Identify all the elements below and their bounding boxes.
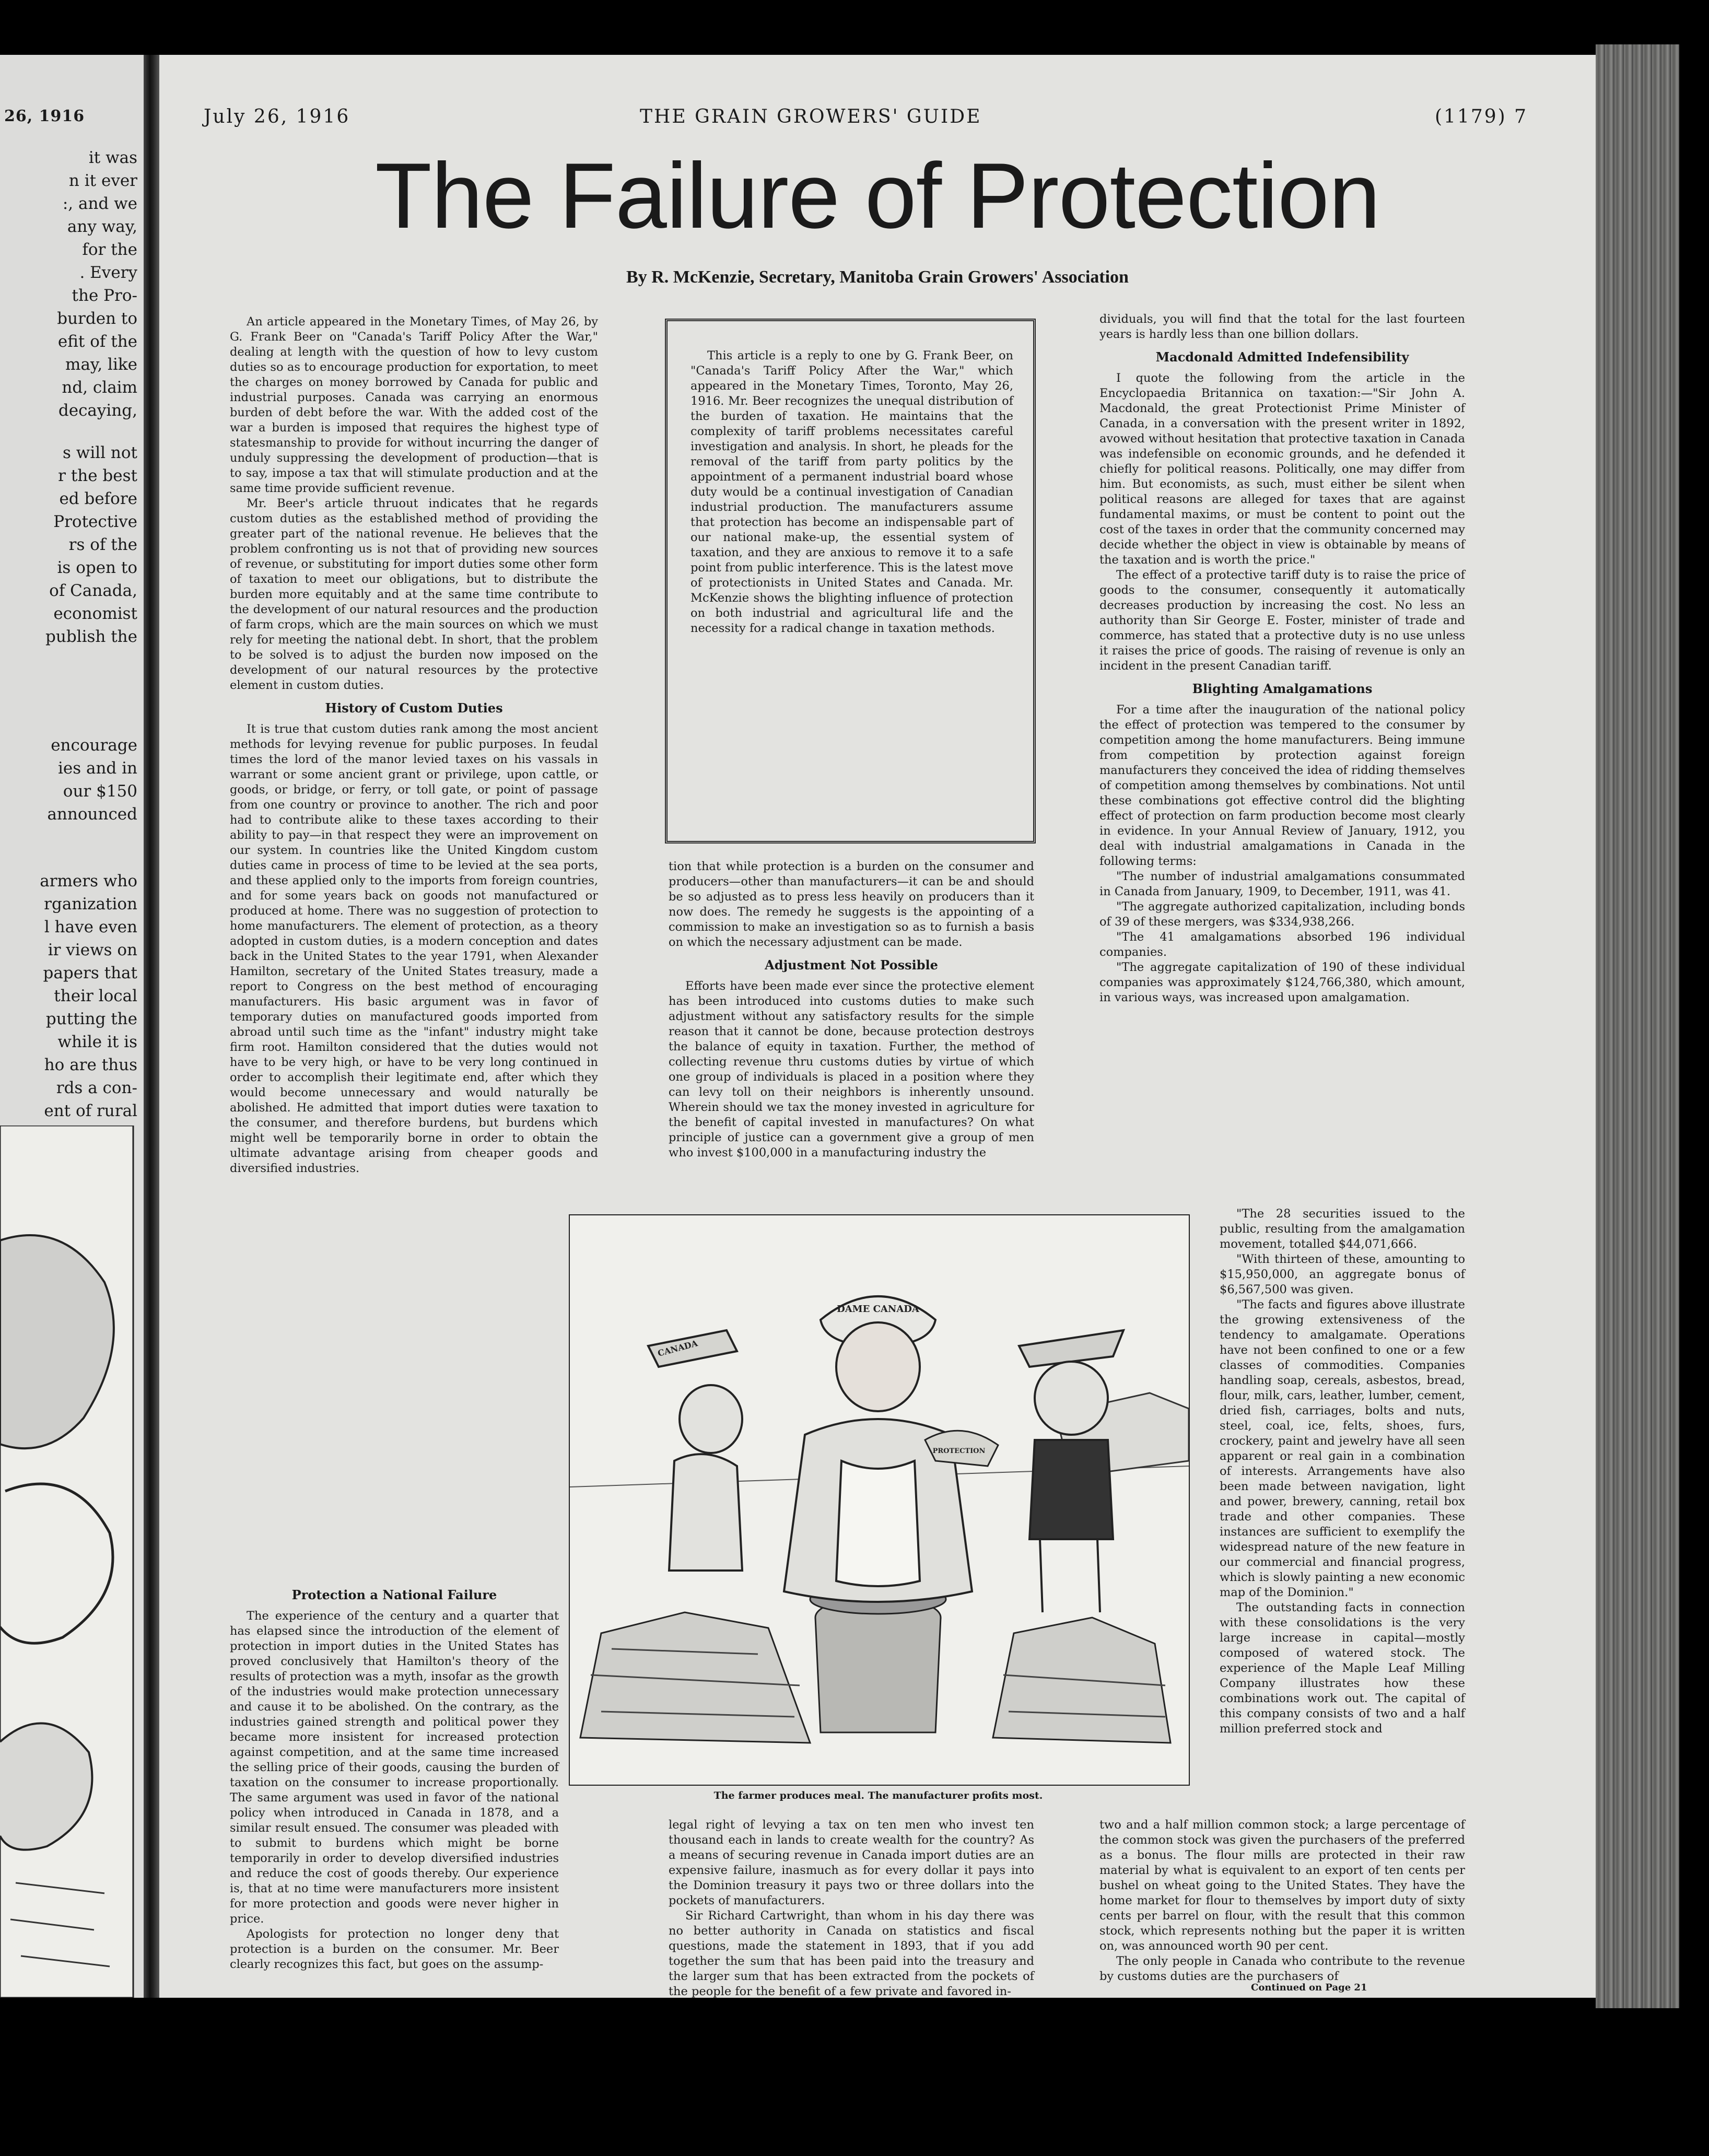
subheading-history: History of Custom Duties [325, 700, 503, 716]
editorial-cartoon [569, 1214, 1190, 1786]
column-1-bottom [230, 1580, 559, 1972]
left-page-text-top: it was n it ever :, and we any way, for the . Every the Pro- burden to efit of the may, like nd, claim decaying, [57, 148, 137, 420]
quote-paragraph: "The facts and figures above illustrate the growing extensiveness of the tendency to amalgamate. Operations have not been confined to one or a few classes of commodities. Companies handling soap, cereals, asbestos, bread, flour, milk, cars, leather, lumber, cement, dried fish, carriages, bolts and nuts, steel, coal, ice, felts, shoes, furs, crockery, paint and jewelry have all seen apparent or real gain in a combination of interests. Arrangements have also been made between navigation, light and power, brewery, canning, retail box trade and other companies. These instances are sufficient to exemplify the widespread nature of the new feature in our commercial and financial progress, which is slowly painting a new economic map of the Dominion." [1220, 1298, 1465, 1599]
left-page-text-low: encourage ies and in our $150 announced [47, 736, 137, 824]
column-1-top [230, 314, 598, 1176]
paragraph: Efforts have been made ever since the protective element has been introduced into customs duties to make such adjustment without any satisfactory results for the simple reason that it cannot be done, because protection destroys the balance of equity in taxation. Further, the method of collecting revenue thru customs duties by virtue of which one group of individuals is placed in a position where they can levy toll on their neighbors is inherently unsound. Wherein should we tax the money invested in agriculture for the benefit of capital invested in manufactures? On what principle of justice can a government give a group of men who invest $100,000 in a manufacturing industry the [669, 979, 1034, 1159]
quote-paragraph: "The 28 securities issued to the public, resulting from the amalgamation movement, totalled $44,071,666. [1220, 1207, 1465, 1251]
article-title: The Failure of Protection [374, 144, 1380, 248]
paragraph: I quote the following from the article in the Encyclopaedia Britannica on taxation:—"Sir John A. Macdonald, the great Protectionist Prime Minister of Canada, in a conversation with the present writer in 1892, avowed without hesitation that protective taxation in Canada was indefensible on economic grounds, and he defended it chiefly for political reasons. Politically, one may differ from him. But economists, as such, must either be silent when political reasons are alleged for taxes that are against fundamental maxims, or must be content to point out the cost of the taxes in order that the community concerned may decide whether the object in view is obtainable by means of the taxation and is worth the price." [1099, 371, 1465, 567]
left-page-cartoon [0, 1126, 138, 1998]
paragraph: The only people in Canada who contribute to the revenue by customs duties are the purchasers of [1099, 1954, 1465, 1983]
editor-note-text: This article is a reply to one by G. Frank Beer, on "Canada's Tariff Policy After the War," which appeared in the Monetary Times, Toronto, May 26, 1916. Mr. Beer recognizes the unequal distribution of the burden of taxation. He maintains that the complexity of tariff problems necessitates careful investigation and analysis. In short, he pleads for the removal of the tariff from party politics by the appointment of a permanent industrial board whose duty would be a continual investigation of Canadian industrial production. The manufacturers assume that protection has become an indispensable part of our national make-up, the essential system of taxation, and they are anxious to remove it to a safe point from public interference. This is the latest move of protectionists in United States and Canada. Mr. McKenzie shows the blighting influence of protection on both industrial and agricultural life and the necessity for a radical change in taxation methods. [690, 349, 1013, 635]
column-2-top [669, 859, 1034, 1161]
badge-mother: DAME CANADA [837, 1304, 919, 1315]
paragraph: dividuals, you will find that the total for the last fourteen years is hardly less than one billion dollars. [1099, 312, 1465, 341]
quote-paragraph: "The aggregate capitalization of 190 of these individual companies was approximately $124,766,380, which amount, in various ways, was increased upon amalgamation. [1099, 960, 1465, 1004]
subheading-macdonald: Macdonald Admitted Indefensibility [1155, 349, 1409, 365]
continued-note: Continued on Page 21 [1251, 1982, 1367, 1993]
cartoon-caption: The farmer produces meal. The manufacturer profits most. [713, 1790, 1043, 1801]
left-page-text-bottom: armers who rganization l have even ir views on papers that their local putting the while it is ho are thus rds a con- ent of rural [40, 872, 137, 1120]
stump [810, 1585, 946, 1732]
pie-label: PROTECTION [932, 1447, 986, 1455]
left-page-date: 26, 1916 [4, 107, 85, 125]
paragraph: legal right of levying a tax on ten men who invest ten thousand each in lands to create wealth for the country? As a means of securing revenue in Canada import duties are an expensive failure, inasmuch as for every dollar it pays into the Dominion treasury it pays two or three dollars into the pockets of manufacturers. [669, 1818, 1034, 1907]
paragraph: Apologists for protection no longer deny that protection is a burden on the consumer. Mr. Beer clearly recognizes this fact, but goes on the assump- [230, 1927, 559, 1971]
paragraph: tion that while protection is a burden on the consumer and producers—other than manufacturers—it can be and should be so adjusted as to press less heavily on producers than it now does. The remedy he suggests is the appointing of a commission to make an investigation so as to furnish a basis on which the necessary adjustment can be made. [669, 860, 1034, 949]
paragraph: An article appeared in the Monetary Times, of May 26, by G. Frank Beer on "Canada's Tariff Policy After the War," dealing at length with the question of how to levy custom duties so as to encourage production for exportation, to meet the charges on money borrowed by Canada for public and industrial purposes. Canada was carrying an enormous burden of debt before the war. With the added cost of the war a burden is imposed that requires the highest type of statesmanship to provide for without incurring the danger of unduly suppressing the development of production—that is to say, impose a tax that will stimulate production and at the same time provide sufficient revenue. [230, 315, 598, 495]
subheading-blighting: Blighting Amalgamations [1192, 681, 1373, 696]
quote-paragraph: "The number of industrial amalgamations consummated in Canada from January, 1909, to December, 1911, was 41. [1099, 870, 1465, 898]
paragraph: It is true that custom duties rank among the most ancient methods for levying revenue for public purposes. In feudal times the lord of the manor levied taxes on his vassals in warrant or some ancient grant or privilege, upon cattle, or goods, or bridge, or ferry, or toll gate, or point of passage from one country or province to another. The rich and poor had to contribute alike to these taxes according to their ability to pay—in that respect they were an improvement on our system. In countries like the United Kingdom custom duties came in process of time to be levied at the sea ports, and these applied only to the imports from foreign countries, and for some years back on goods not manufactured or produced at home. There was no suggestion of protection to home manufacturers. The element of protection, as a theory adopted in custom duties, is a modern conception and dates back in the United States to the year 1791, when Alexander Hamilton, secretary of the United States treasury, made a report to Congress on the best method of encouraging manufacturers. His basic argument was in favor of temporary duties on manufactured goods imported from abroad until such time as the "infant" industry might take firm root. Hamilton considered that the duties would not have to be very high, or have to be very long continued in order to accomplish their legitimate end, after which they would become unnecessary and would naturally be abolished. He admitted that import duties were taxation to the consumer, and therefore burdens, but burdens which might well be temporarily borne in order to obtain the ultimate advantage arising from cheaper goods and diversified industries. [230, 722, 598, 1175]
hat-left-label: CANADA [657, 1338, 699, 1358]
paragraph: Mr. Beer's article thruout indicates that he regards custom duties as the established method of providing the greater part of the national revenue. He believes that the problem confronting us is not that of providing new sources of revenue, or substituting for import duties some other form of taxation to meet our obligations, but to distribute the burden more equitably and at the same time contribute to the development of our natural resources and the production of farm crops, which are the main sources on which we must rely for meeting the national debt. In short, that the problem to be solved is to adjust the burden now imposed on the development of our natural resources by the protective element in custom duties. [230, 497, 598, 692]
header-page-number: (1179) 7 [1435, 106, 1528, 127]
column-2-bottom [669, 1818, 1034, 1998]
main-page [159, 55, 1596, 1998]
editor-note-box [665, 319, 1036, 843]
column-3-narrow [1220, 1206, 1465, 1737]
column-3-bottom [1099, 1818, 1465, 1984]
header-date: July 26, 1916 [204, 106, 350, 127]
left-facing-page [0, 55, 144, 1998]
paragraph: For a time after the inauguration of the national policy the effect of protection was tempered to the consumer by competition among the home manufacturers. Being immune from competition by protection against foreign manufacturers they conceived the idea of ridding themselves of competition among themselves by combinations. Not until these combinations got effective control did the blighting effect of protection on farm production become most clearly in evidence. In your Annual Review of January, 1912, you deal with industrial amalgamations in Canada in the following terms: [1099, 703, 1465, 868]
article-byline: By R. McKenzie, Secretary, Manitoba Grain Growers' Association [626, 267, 1129, 287]
header-publication: THE GRAIN GROWERS' GUIDE [640, 106, 982, 127]
quote-paragraph: "With thirteen of these, amounting to $15,950,000, an aggregate bonus of $6,567,500 was given. [1220, 1252, 1465, 1296]
book-gutter [144, 55, 159, 1998]
quote-paragraph: "The aggregate authorized capitalization, including bonds of 39 of these mergers, was $334,938,266. [1099, 900, 1465, 929]
paragraph: The outstanding facts in connection with these consolidations is the very large increase in capital—mostly composed of watered stock. The experience of the Maple Leaf Milling Company illustrates how these combinations work out. The capital of this company consists of two and a half million preferred stock and [1220, 1601, 1465, 1736]
paragraph: Sir Richard Cartwright, than whom in his day there was no better authority in Canada on statistics and fiscal questions, made the statement in 1893, that if you add together the sum that has been paid into the treasury and the larger sum that has been extracted from the pockets of the people for the benefit of a few private and favored in- [669, 1909, 1034, 1998]
quote-paragraph: "The 41 amalgamations absorbed 196 individual companies. [1099, 930, 1465, 959]
paragraph: The experience of the century and a quarter that has elapsed since the introduction of the element of protection in import duties in the United States has proved conclusively that Hamilton's theory of the results of protection was a myth, insofar as the growth of the industries would make protection unnecessary and cause it to be abolished. On the contrary, as the industries gained strength and political power they became more insistent for increased protection against competition, and at the same time increased the selling price of their goods, causing the burden of taxation on the consumer to increase proportionally. The same argument was used in favor of the national policy when introduced in Canada in 1878, and a similar result ensued. The consumer was pleaded with to submit to burdens which might be borne temporarily in order to develop diversified industries and reduce the cost of goods thereby. Our experience is, that at no time were manufacturers more insistent for more protection and goods were never higher in price. [230, 1609, 559, 1926]
book-page-edges [1596, 44, 1679, 2008]
paragraph: The effect of a protective tariff duty is to raise the price of goods to the consumer, consequently it automatically decreases production by increasing the cost. No less an authority than Sir George E. Foster, minister of trade and commerce, has stated that a protective duty is no use unless it raises the price of goods. The raising of revenue is only an incident in the present Canadian tariff. [1099, 568, 1465, 673]
subheading-adjustment: Adjustment Not Possible [765, 957, 938, 972]
paragraph: two and a half million common stock; a large percentage of the common stock was given the purchasers of the preferred as a bonus. The flour mills are protected in their raw material by what is equivalent to an export of ten cents per bushel on wheat going to the United States. They have the home market for flour to themselves by import duty of sixty cents per barrel on flour, with the result that this common stock, which represents nothing but the paper it is written on, was announced worth 90 per cent. [1099, 1818, 1465, 1953]
subheading-national-failure: Protection a National Failure [291, 1587, 497, 1602]
left-page-text-mid: s will not r the best ed before Protective rs of the is open to of Canada, economist publish the [45, 443, 137, 646]
column-3-top [1099, 312, 1465, 1005]
